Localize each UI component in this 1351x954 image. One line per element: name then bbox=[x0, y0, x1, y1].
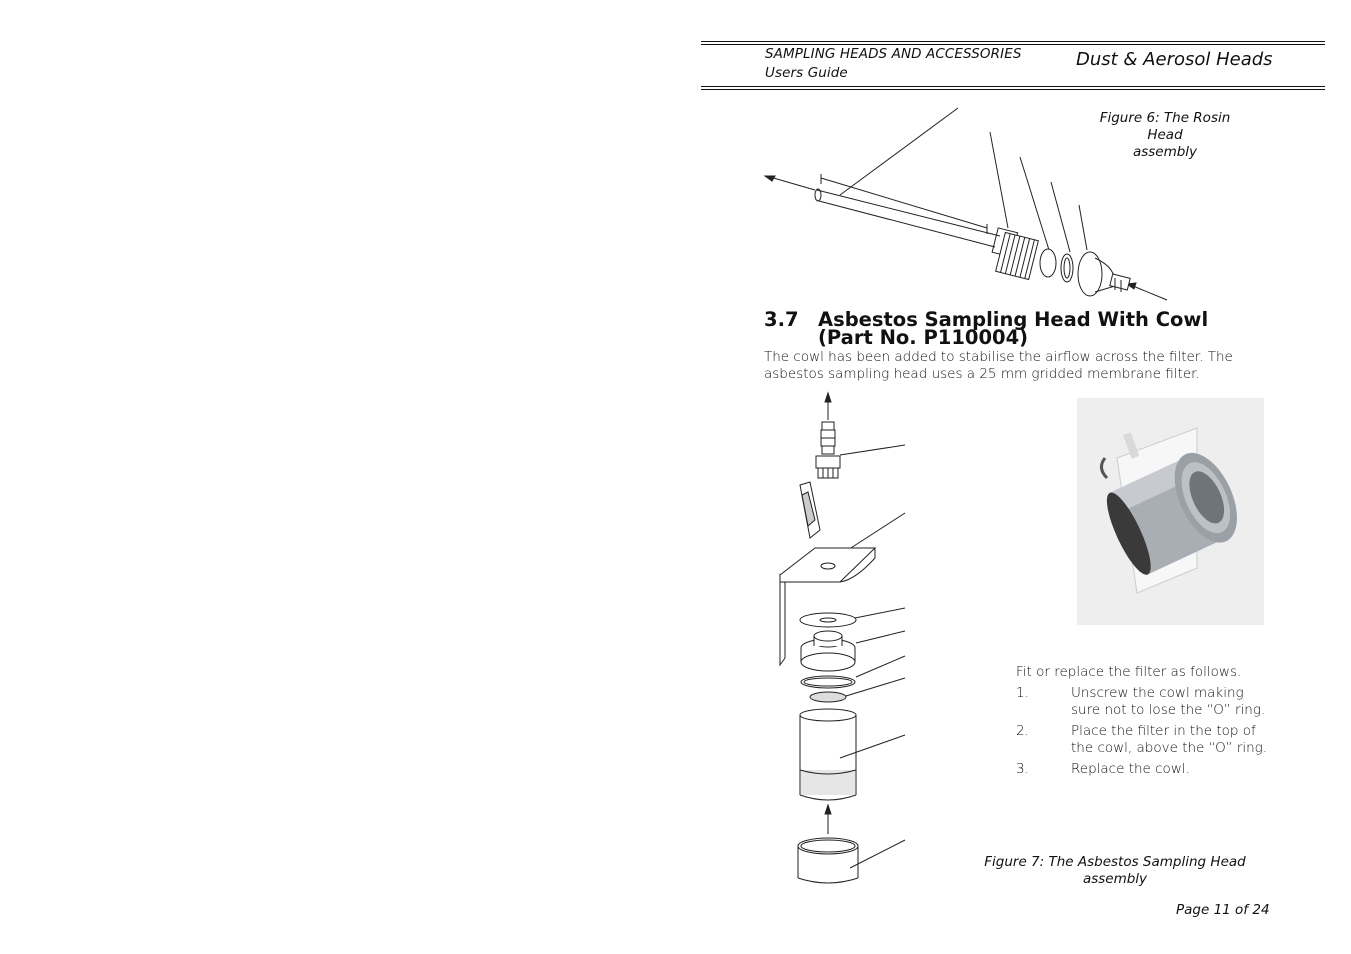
section-title-line1: Asbestos Sampling Head With Cowl bbox=[818, 308, 1209, 331]
section-title-line2: (Part No. P110004) bbox=[818, 326, 1029, 349]
instruction-step-text: Unscrew the cowl making sure not to lose the “O” ring. bbox=[1071, 685, 1266, 718]
header-rule-top-1 bbox=[701, 41, 1325, 42]
header-rule-bottom-2 bbox=[701, 89, 1325, 90]
instruction-step bbox=[1016, 723, 1276, 757]
figure7-caption-line1: Figure 7: The Asbestos Sampling Head bbox=[984, 854, 1246, 870]
filter-instructions bbox=[1016, 664, 1276, 782]
asbestos-head-exploded-drawing bbox=[770, 390, 920, 890]
instruction-step-text: Place the filter in the top of the cowl, above the “O” ring. bbox=[1071, 723, 1268, 756]
instruction-step bbox=[1016, 685, 1276, 719]
section-body-text: The cowl has been added to stabilise the airflow across the filter. The asbestos sampling head uses a 25 mm gridded membrane filter. bbox=[764, 349, 1233, 382]
header-title-line1: SAMPLING HEADS AND ACCESSORIES bbox=[765, 46, 1022, 62]
figure6-caption-line1: Figure 6: The Rosin Head bbox=[1099, 110, 1231, 143]
instruction-step-number: 1. bbox=[1016, 685, 1029, 701]
header-section-title: Dust & Aerosol Heads bbox=[1076, 49, 1273, 70]
asbestos-cowl-photo bbox=[1077, 398, 1264, 625]
page-number: Page 11 of 24 bbox=[1176, 902, 1270, 918]
instruction-step-number: 3. bbox=[1016, 761, 1029, 777]
instruction-step-number: 2. bbox=[1016, 723, 1029, 739]
figure7-caption-line2: assembly bbox=[1082, 871, 1148, 887]
instruction-step bbox=[1016, 761, 1276, 778]
rosin-head-assembly-drawing bbox=[755, 100, 1175, 310]
figure7-caption bbox=[980, 854, 1250, 888]
instructions-intro: Fit or replace the filter as follows. bbox=[1016, 664, 1242, 680]
section-heading bbox=[764, 308, 1209, 349]
header-document-title bbox=[765, 45, 1022, 83]
figure6-caption-line2: assembly bbox=[1132, 144, 1198, 160]
instruction-step-text: Replace the cowl. bbox=[1071, 761, 1190, 777]
header-rule-bottom-1 bbox=[701, 86, 1325, 87]
section-number: 3.7 bbox=[764, 308, 799, 331]
header-title-line2: Users Guide bbox=[765, 65, 848, 81]
